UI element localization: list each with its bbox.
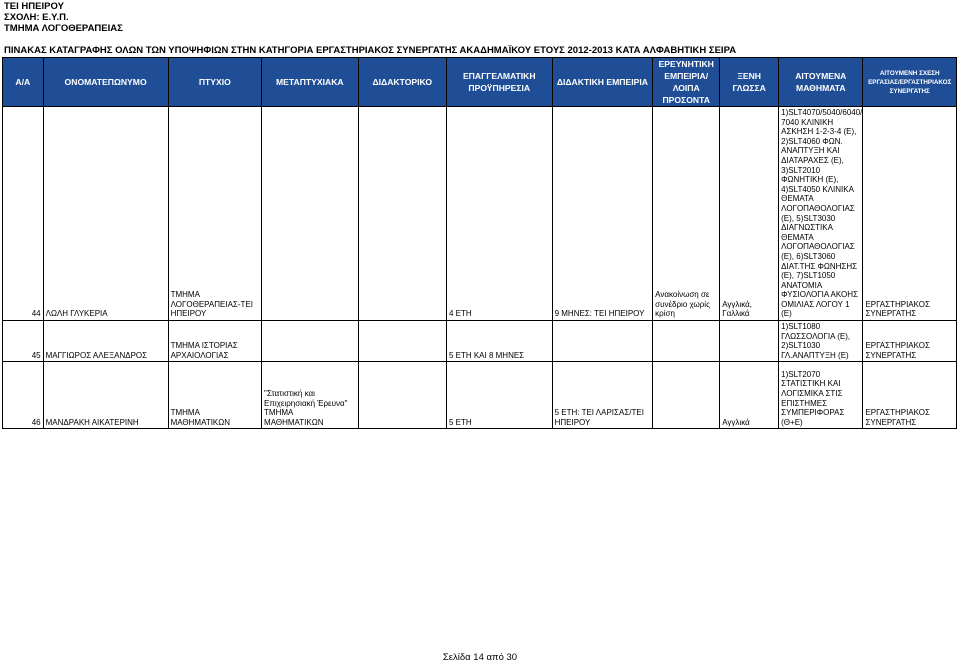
cell-experience: 5 ΕΤΗ <box>446 362 552 429</box>
cell-courses: 1)SLT2070 ΣΤΑΤΙΣΤΙΚΗ ΚΑΙ ΛΟΓΙΣΜΙΚΑ ΣΤΙΣ ΕΠΙΣΤΗΜΕΣ ΣΥΜΠΕΡΙΦΟΡΑΣ (Θ+Ε) <box>779 362 863 429</box>
candidates-table <box>2 57 957 429</box>
cell-degree: ΤΜΗΜΑ ΛΟΓΟΘΕΡΑΠΕΙΑΣ-ΤΕΙ ΗΠΕΙΡΟΥ <box>168 107 261 321</box>
department-name: ΤΜΗΜΑ ΛΟΓΟΘΕΡΑΠΕΙΑΣ <box>4 23 123 34</box>
table-row <box>3 321 957 362</box>
document-title: ΠΙΝΑΚΑΣ ΚΑΤΑΓΡΑΦΗΣ ΟΛΩΝ ΤΩΝ ΥΠΟΨΗΦΙΩΝ ΣΤΗΝ ΚΑΤΗΓΟΡΙΑ ΕΡΓΑΣΤΗΡΙΑΚΟΣ ΣΥΝΕΡΓΑΤΗΣ ΑΚΑΔΗΜΑΪΚΟΥ ΕΤΟΥΣ 2012-2013 ΚΑΤΑ ΑΛΦΑΒΗΤΙΚΗ ΣΕΙΡΑ <box>4 45 737 56</box>
table-header-row <box>3 58 957 107</box>
cell-name: ΜΑΝΔΡΑΚΗ ΑΙΚΑΤΕΡΙΝΗ <box>43 362 168 429</box>
cell-masters <box>262 321 359 362</box>
school-name: ΣΧΟΛΗ: Ε.Υ.Π. <box>4 12 69 23</box>
col-header-phd: ΔΙΔΑΚΤΟΡΙΚΟ <box>358 58 446 107</box>
cell-courses: 1)SLT4070/5040/6040/ 7040 ΚΛΙΝΙΚΗ ΑΣΚΗΣΗ 1-2-3-4 (Ε), 2)SLT4060 ΦΩΝ. ΑΝΑΠΤΥΞΗ ΚΑΙ ΔΙΑΤΑΡΑΧΕΣ (Ε), 3)SLT2010 ΦΩΝΗΤΙΚΗ (Ε), 4)SLT4050 ΚΛΙΝΙΚΑ ΘΕΜΑΤΑ ΛΟΓΟΠΑΘΟΛΟΓΙΑΣ (Ε), 5)SLT3030 ΔΙΑΓΝΩΣΤΙΚΑ ΘΕΜΑΤΑ ΛΟΓΟΠΑΘΟΛΟΓΙΑΣ (Ε), 6)SLT3060 ΔΙΑΤ.ΤΗΣ ΦΩΝΗΣΗΣ (Ε), 7)SLT1050 ΑΝΑΤΟΜΙΑ ΦΥΣΙΟΛΟΓΙΑ ΑΚΟΗΣ ΟΜΙΛΙΑΣ ΛΟΓΟΥ 1 (Ε) <box>779 107 863 321</box>
col-header-research: ΕΡΕΥΝΗΤΙΚΗ ΕΜΠΕΙΡΙΑ/ΛΟΙΠΑ ΠΡΟΣΟΝΤΑ <box>653 58 720 107</box>
cell-research: Ανακοίνωση σε συνέδριο χωρίς κρίση <box>653 107 720 321</box>
cell-relation: ΕΡΓΑΣΤΗΡΙΑΚΟΣ ΣΥΝΕΡΓΑΤΗΣ <box>863 362 957 429</box>
page-number: Σελίδα 14 από 30 <box>442 652 518 663</box>
cell-name: ΜΑΓΓΙΩΡΟΣ ΑΛΕΞΑΝΔΡΟΣ <box>43 321 168 362</box>
cell-teaching <box>552 321 653 362</box>
table-row <box>3 107 957 321</box>
cell-phd <box>358 321 446 362</box>
cell-research <box>653 321 720 362</box>
cell-degree: ΤΜΗΜΑ ΜΑΘΗΜΑΤΙΚΩΝ <box>168 362 261 429</box>
cell-aa: 45 <box>3 321 44 362</box>
cell-experience: 5 ΕΤΗ ΚΑΙ 8 ΜΗΝΕΣ <box>446 321 552 362</box>
col-header-aa: Α/Α <box>3 58 44 107</box>
cell-language: Αγγλικά, Γαλλικά <box>720 107 779 321</box>
col-header-teaching: ΔΙΔΑΚΤΙΚΗ ΕΜΠΕΙΡΙΑ <box>552 58 653 107</box>
cell-degree: ΤΜΗΜΑ ΙΣΤΟΡΙΑΣ ΑΡΧΑΙΟΛΟΓΙΑΣ <box>168 321 261 362</box>
col-header-degree: ΠΤΥΧΙΟ <box>168 58 261 107</box>
cell-masters <box>262 107 359 321</box>
cell-relation: ΕΡΓΑΣΤΗΡΙΑΚΟΣ ΣΥΝΕΡΓΑΤΗΣ <box>863 321 957 362</box>
col-header-courses: ΑΙΤΟΥΜΕΝΑ ΜΑΘΗΜΑΤΑ <box>779 58 863 107</box>
cell-language <box>720 321 779 362</box>
cell-phd <box>358 107 446 321</box>
cell-teaching: 5 ΕΤΗ: ΤΕΙ ΛΑΡΙΣΑΣ/ΤΕΙ ΗΠΕΙΡΟΥ <box>552 362 653 429</box>
cell-aa: 44 <box>3 107 44 321</box>
cell-teaching: 9 ΜΗΝΕΣ: ΤΕΙ ΗΠΕΙΡΟΥ <box>552 107 653 321</box>
cell-phd <box>358 362 446 429</box>
col-header-relation: ΑΙΤΟΥΜΕΝΗ ΣΧΕΣΗ ΕΡΓΑΣΙΑΣ/ΕΡΓΑΣΤΗΡΙΑΚΟΣ ΣΥΝΕΡΓΑΤΗΣ <box>863 58 957 107</box>
cell-courses: 1)SLT1080 ΓΛΩΣΣΟΛΟΓΙΑ (Ε), 2)SLT1030 ΓΛ.ΑΝΑΠΤΥΞΗ (Ε) <box>779 321 863 362</box>
cell-research <box>653 362 720 429</box>
col-header-experience: ΕΠΑΓΓΕΛΜΑΤΙΚΗ ΠΡΟΫΠΗΡΕΣΙΑ <box>446 58 552 107</box>
institution-name: ΤΕΙ ΗΠΕΙΡΟΥ <box>4 1 64 12</box>
table-row <box>3 362 957 429</box>
col-header-masters: ΜΕΤΑΠΤΥΧΙΑΚΑ <box>262 58 359 107</box>
cell-experience: 4 ΕΤΗ <box>446 107 552 321</box>
cell-aa: 46 <box>3 362 44 429</box>
col-header-language: ΞΕΝΗ ΓΛΩΣΣΑ <box>720 58 779 107</box>
cell-relation: ΕΡΓΑΣΤΗΡΙΑΚΟΣ ΣΥΝΕΡΓΑΤΗΣ <box>863 107 957 321</box>
cell-masters: "Στατιστική και Επιχειρησιακή Έρευνα" ΤΜΗΜΑ ΜΑΘΗΜΑΤΙΚΩΝ <box>262 362 359 429</box>
cell-name: ΛΩΛΗ ΓΛΥΚΕΡΙΑ <box>43 107 168 321</box>
cell-language: Αγγλικά <box>720 362 779 429</box>
col-header-name: ΟΝΟΜΑΤΕΠΩΝΥΜΟ <box>43 58 168 107</box>
